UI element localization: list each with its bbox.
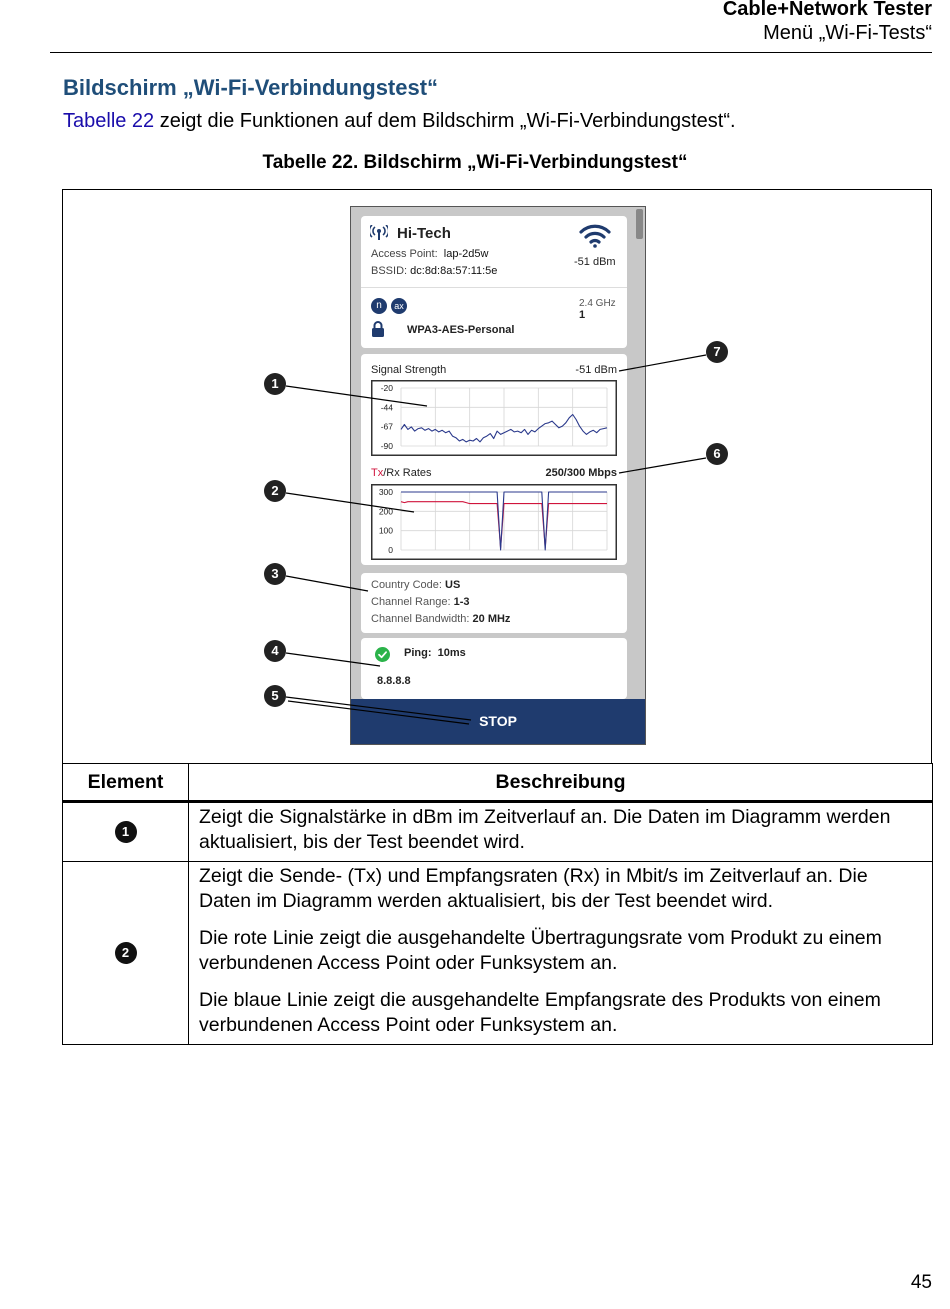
country-label: Country Code: [371, 579, 442, 591]
callout-4: 4 [264, 640, 286, 662]
range-value: 1-3 [453, 596, 470, 608]
rates-chart-tick-label: 100 [378, 525, 393, 536]
description-paragraph: Zeigt die Signalstärke in dBm im Zeitverlauf an. Die Daten im Diagramm werden aktualisiert, bis der Test beendet wird. [199, 806, 891, 853]
ping-host: 8.8.8.8 [377, 675, 411, 687]
rates-chart-tick-label: 300 [378, 487, 393, 497]
signal-chart-frame [372, 381, 617, 456]
rates-title-tx: Tx [371, 467, 384, 479]
rates-value: 250/300 Mbps [545, 467, 617, 479]
scrollbar[interactable] [636, 209, 643, 239]
channel-info-card [361, 573, 627, 633]
country-value: US [445, 579, 461, 591]
network-card [361, 216, 627, 348]
ping-label: Ping: [404, 647, 432, 659]
callout-1: 1 [264, 373, 286, 395]
device-screen [350, 206, 646, 745]
table-row [63, 862, 933, 1045]
bandwidth-row [371, 613, 510, 625]
signal-chart-tick-label: -20 [380, 383, 393, 393]
header-product: Cable+Network Tester [722, 0, 932, 20]
rates-chart-tick-label: 200 [378, 506, 393, 517]
header-menu: Menü „Wi-Fi-Tests“ [763, 22, 932, 44]
charts-card [361, 354, 627, 565]
header-rule [50, 52, 932, 53]
signal-dbm: -51 dBm [574, 256, 616, 268]
callout-6: 6 [706, 443, 728, 465]
channel-number: 1 [579, 309, 586, 321]
bandwidth-label: Channel Bandwidth: [371, 613, 470, 625]
stop-button[interactable]: STOP [351, 699, 645, 744]
description-paragraph: Die blaue Linie zeigt die ausgehandelte Empfangsrate des Produkts von einem verbundenen Access Point oder Funksystem an. [199, 989, 881, 1036]
intro-text [63, 110, 736, 133]
signal-strength-chart [371, 380, 617, 456]
callout-7: 7 [706, 341, 728, 363]
ping-row [404, 647, 466, 659]
element-number-badge: 1 [115, 821, 137, 843]
intro-sentence: zeigt die Funktionen auf dem Bildschirm „Wi-Fi-Verbindungstest“. [154, 110, 736, 132]
row-description-cell [189, 862, 933, 1045]
row-description-cell [189, 802, 933, 862]
callout-2: 2 [264, 480, 286, 502]
card-divider [361, 287, 627, 288]
signal-chart-tick-label: -67 [380, 421, 393, 432]
security-type: WPA3-AES-Personal [407, 324, 515, 336]
signal-chart-tick-label: -90 [380, 441, 393, 451]
rates-title-rest: /Rx Rates [383, 467, 432, 479]
lock-icon [371, 321, 385, 337]
description-table [62, 763, 933, 1045]
access-point-row [371, 248, 488, 260]
signal-chart-tick-label: -44 [380, 402, 393, 413]
rates-chart-frame [372, 485, 617, 560]
wifi-signal-icon [579, 224, 611, 248]
table-header-row [63, 764, 933, 802]
bandwidth-value: 20 MHz [472, 613, 511, 625]
signal-strength-value: -51 dBm [575, 364, 617, 376]
range-label: Channel Range: [371, 596, 451, 608]
country-row [371, 579, 460, 591]
header-description: Beschreibung [189, 764, 933, 802]
check-icon [375, 647, 390, 662]
rates-chart-tick-label: 0 [388, 545, 393, 555]
element-number-badge: 2 [115, 942, 137, 964]
ap-value: lap-2d5w [443, 248, 489, 260]
callout-3: 3 [264, 563, 286, 585]
description-paragraph: Die rote Linie zeigt die ausgehandelte Übertragungsrate vom Produkt zu einem verbundenen Access Point oder Funksystem an. [199, 927, 882, 974]
ssid-name: Hi-Tech [397, 225, 451, 242]
bssid-row [371, 265, 497, 277]
ap-label: Access Point: [371, 248, 438, 260]
access-point-icon [370, 225, 388, 241]
band-text: 2.4 GHz [579, 298, 616, 309]
description-paragraph: Zeigt die Sende- (Tx) und Empfangsraten (Rx) in Mbit/s im Zeitverlauf an. Die Daten im Diagramm werden aktualisiert, bis der Test beendet wird. [199, 865, 868, 912]
header-element: Element [63, 764, 189, 802]
row-number-cell [63, 802, 189, 862]
table-row [63, 802, 933, 862]
row-number-cell [63, 862, 189, 1045]
bssid-value: dc:8d:8a:57:11:5e [410, 265, 498, 277]
ping-value: 10ms [437, 647, 466, 659]
table-caption: Tabelle 22. Bildschirm „Wi-Fi-Verbindungstest“ [262, 152, 688, 173]
ping-card [361, 638, 627, 699]
page-number: 45 [910, 1272, 932, 1293]
table-link[interactable]: Tabelle 22 [63, 110, 155, 132]
range-row [371, 596, 469, 608]
rates-title [371, 467, 432, 479]
tx-rx-rates-chart [371, 484, 617, 560]
badge-ax: ax [391, 298, 407, 314]
signal-strength-title: Signal Strength [371, 364, 447, 376]
badge-n: n [371, 298, 387, 314]
bssid-label: BSSID: [371, 265, 408, 277]
callout-5: 5 [264, 685, 286, 707]
section-title: Bildschirm „Wi-Fi-Verbindungstest“ [63, 75, 439, 100]
